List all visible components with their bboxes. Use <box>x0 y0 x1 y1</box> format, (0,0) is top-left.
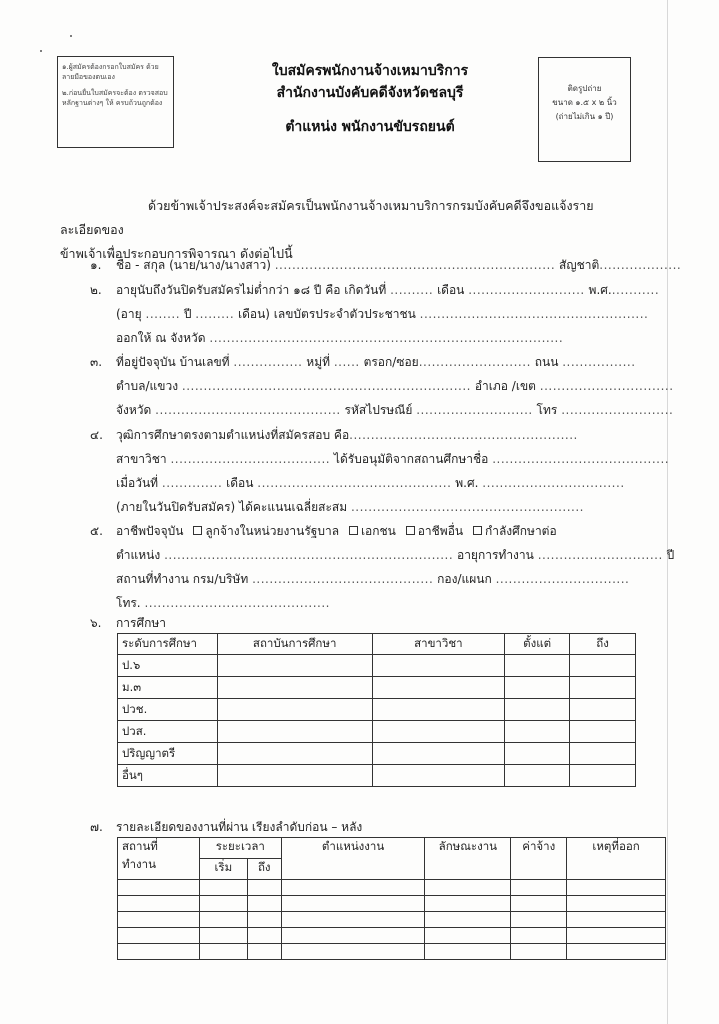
age-years-label: ปี <box>183 307 192 321</box>
photo-box <box>538 57 631 162</box>
table-row <box>118 896 666 912</box>
table-cell[interactable] <box>505 699 570 721</box>
table-cell[interactable] <box>567 912 666 928</box>
table-cell[interactable] <box>281 928 425 944</box>
item-number: ๕. <box>90 524 103 538</box>
education-level: อื่นๆ <box>118 765 218 787</box>
table-cell[interactable] <box>199 880 247 896</box>
education-level: ป.๖ <box>118 655 218 677</box>
graduation-month-label: เดือน <box>226 476 254 490</box>
table-cell[interactable] <box>511 880 567 896</box>
age-label: (อายุ <box>116 307 142 321</box>
studying-checkbox[interactable] <box>473 526 482 535</box>
scan-speck <box>40 50 42 52</box>
table-cell[interactable] <box>570 721 636 743</box>
table-cell[interactable] <box>217 743 372 765</box>
table-cell[interactable] <box>281 896 425 912</box>
government-employee-label: ลูกจ้างในหน่วยงานรัฐบาล <box>205 524 340 538</box>
birth-day-field[interactable]: .......... <box>390 283 434 297</box>
instruction-2: ๒.ก่อนยื่นใบสมัครจะต้อง ตรวจสอบหลักฐานต่างๆ ให้ ครบถ้วนถูกต้อง <box>62 89 168 107</box>
postal-code-field[interactable]: ........................... <box>416 403 533 417</box>
qualification-label: วุฒิการศึกษาตรงตามตำแหน่งที่สมัครสอบ คือ <box>116 428 350 442</box>
form-header <box>200 60 540 138</box>
table-cell[interactable] <box>217 677 372 699</box>
major-header: สาขาวิชา <box>372 634 505 655</box>
item-4-gpa-row <box>116 498 636 516</box>
private-sector-checkbox[interactable] <box>349 526 358 535</box>
item-4-date-row <box>116 474 636 492</box>
table-row <box>118 699 636 721</box>
table-row <box>118 655 636 677</box>
occupation-label: อาชีพปัจจุบัน <box>116 524 184 538</box>
table-row <box>118 677 636 699</box>
birth-month-field[interactable]: ........................... <box>468 283 585 297</box>
table-cell[interactable] <box>118 912 200 928</box>
photo-age-note: (ถ่ายไม่เกิน ๑ ปี) <box>555 112 614 121</box>
soi-field[interactable]: .......................... <box>418 355 531 369</box>
gpa-label: (ภายในวันปิดรับสมัคร) ได้คะแนนเฉลี่ยสะสม <box>116 500 348 514</box>
table-cell[interactable] <box>567 928 666 944</box>
item-5-phone-row <box>116 594 636 612</box>
graduation-day-field[interactable]: .............. <box>161 476 223 490</box>
other-occupation-label: อาชีพอื่น <box>417 524 464 538</box>
intro-line-1: ด้วยข้าพเจ้าประสงค์จะสมัครเป็นพนักงานจ้างเหมาบริการกรมบังคับคดีจึงขอแจ้งรายละเอียดของ <box>60 198 594 237</box>
item-3-province-row <box>116 401 674 419</box>
education-header-row <box>118 634 636 655</box>
major-label: สาขาวิชา <box>116 452 167 466</box>
table-cell[interactable] <box>247 896 281 912</box>
table-cell[interactable] <box>281 880 425 896</box>
workplace-label: สถานที่ทำงาน กรม/บริษัท <box>116 572 249 586</box>
education-section-title: การศึกษา <box>116 616 166 630</box>
education-level: ปวส. <box>118 721 218 743</box>
table-cell[interactable] <box>425 896 511 912</box>
amphoe-label: อำเภอ /เขต <box>474 379 536 393</box>
work-header-row <box>118 838 666 859</box>
graduation-month-field[interactable]: ............................................. <box>257 476 452 490</box>
table-cell[interactable] <box>217 721 372 743</box>
work-phone-label: โทร. <box>116 596 141 610</box>
road-field[interactable]: ................. <box>562 355 636 369</box>
table-cell[interactable] <box>372 765 505 787</box>
item-number: ๖. <box>90 616 102 630</box>
age-years-field[interactable]: ........ <box>145 307 181 321</box>
table-cell[interactable] <box>570 699 636 721</box>
table-row <box>118 944 666 960</box>
birth-year-label: พ.ศ. <box>588 283 612 297</box>
table-cell[interactable] <box>425 912 511 928</box>
table-cell[interactable] <box>511 928 567 944</box>
division-label: กอง/แผนก <box>437 572 492 586</box>
phone-field[interactable]: .......................... <box>561 403 674 417</box>
table-cell[interactable] <box>570 765 636 787</box>
scan-speck <box>70 35 72 37</box>
graduation-year-field[interactable]: ................................. <box>482 476 625 490</box>
id-card-label: เดือน) เลขบัตรประจำตัวประชาชน <box>237 307 416 321</box>
table-cell[interactable] <box>281 944 425 960</box>
item-2-issued-row <box>116 329 636 347</box>
tenure-field[interactable]: ............................. <box>537 548 663 562</box>
tenure-years-label: ปี <box>666 548 675 562</box>
item-number: ๒. <box>90 283 102 297</box>
phone-label: โทร <box>536 403 558 417</box>
education-level: ปริญญาตรี <box>118 743 218 765</box>
table-cell[interactable] <box>199 896 247 912</box>
item-4-row <box>90 426 635 444</box>
leaving-reason-header: เหตุที่ออก <box>567 838 666 880</box>
table-cell[interactable] <box>217 655 372 677</box>
soi-label: ตรอก/ซอย <box>363 355 419 369</box>
job-position-header: ตำแหน่งงาน <box>281 838 425 880</box>
moo-field[interactable]: ...... <box>333 355 360 369</box>
table-cell[interactable] <box>425 880 511 896</box>
issued-province-label: ออกให้ ณ จังหวัด <box>116 331 206 345</box>
item-3-row <box>90 353 635 371</box>
name-label: ชื่อ - สกุล (นาย/นาง/นางสาว) <box>116 258 271 272</box>
position-title: ตำแหน่ง พนักงานขับรถยนต์ <box>285 119 455 135</box>
table-cell[interactable] <box>199 928 247 944</box>
table-cell[interactable] <box>247 912 281 928</box>
work-history-table <box>117 837 666 960</box>
item-6-row <box>90 614 635 632</box>
major-field[interactable]: ..................................... <box>170 452 331 466</box>
job-description-header: ลักษณะงาน <box>425 838 511 880</box>
item-number: ๔. <box>90 428 103 442</box>
other-occupation-checkbox[interactable] <box>406 526 415 535</box>
wage-header: ค่าจ้าง <box>511 838 567 880</box>
table-cell[interactable] <box>425 928 511 944</box>
table-cell[interactable] <box>505 743 570 765</box>
table-row <box>118 743 636 765</box>
tambon-field[interactable]: ................................................................... <box>181 379 471 393</box>
education-table <box>117 633 636 787</box>
item-number: ๓. <box>90 355 103 369</box>
province-field[interactable]: ........................................... <box>155 403 341 417</box>
work-history-title: รายละเอียดของงานที่ผ่าน เรียงลำดับก่อน – หลัง <box>116 820 363 834</box>
education-level: ปวช. <box>118 699 218 721</box>
table-cell[interactable] <box>570 655 636 677</box>
table-cell[interactable] <box>567 896 666 912</box>
instructions-box <box>57 56 174 148</box>
table-cell[interactable] <box>511 896 567 912</box>
postal-code-label: รหัสไปรษณีย์ <box>344 403 413 417</box>
workplace-field[interactable]: .......................................... <box>252 572 434 586</box>
item-2-row <box>90 281 660 299</box>
job-position-label: ตำแหน่ง <box>116 548 161 562</box>
studying-label: กำลังศึกษาต่อ <box>484 524 557 538</box>
tenure-label: อายุการทำงาน <box>456 548 534 562</box>
table-row <box>118 880 666 896</box>
birthdate-label: อายุนับถึงวันปิดรับสมัครไม่ต่ำกว่า ๑๘ ปี คือ เกิดวันที่ <box>116 283 387 297</box>
birth-month-label: เดือน <box>437 283 465 297</box>
division-field[interactable]: ............................... <box>495 572 630 586</box>
table-cell[interactable] <box>199 944 247 960</box>
table-cell[interactable] <box>372 743 505 765</box>
table-cell[interactable] <box>570 677 636 699</box>
workplace-header: สถานที่ ทำงาน <box>118 838 200 880</box>
age-months-field[interactable]: ......... <box>195 307 235 321</box>
work-phone-field[interactable]: ........................................... <box>144 596 330 610</box>
table-cell[interactable] <box>425 944 511 960</box>
table-cell[interactable] <box>505 765 570 787</box>
institution-field[interactable]: ......................................... <box>492 452 670 466</box>
table-cell[interactable] <box>118 928 200 944</box>
tambon-label: ตำบล/แขวง <box>116 379 179 393</box>
issued-province-field[interactable]: .................................................................................. <box>209 331 564 345</box>
table-cell[interactable] <box>217 765 372 787</box>
table-row <box>118 765 636 787</box>
end-subheader: ถึง <box>247 859 281 880</box>
house-number-label: ที่อยู่ปัจจุบัน บ้านเลขที่ <box>116 355 230 369</box>
table-cell[interactable] <box>372 677 505 699</box>
table-cell[interactable] <box>372 699 505 721</box>
intro-line-2: ข้าพเจ้าเพื่อประกอบการพิจารณา ดังต่อไปนี้ <box>60 246 293 261</box>
instruction-1: ๑.ผู้สมัครต้องกรอกใบสมัคร ด้วยลายมือของตนเอง <box>62 63 159 81</box>
table-cell[interactable] <box>118 880 200 896</box>
duration-header: ระยะเวลา <box>199 838 281 859</box>
institution-label: ได้รับอนุมัติจากสถานศึกษาชื่อ <box>333 452 489 466</box>
government-employee-checkbox[interactable] <box>193 526 202 535</box>
table-cell[interactable] <box>570 743 636 765</box>
nationality-field[interactable]: ................... <box>599 258 682 272</box>
moo-label: หมู่ที่ <box>306 355 331 369</box>
item-3-area-row <box>116 377 674 395</box>
from-header: ตั้งแต่ <box>505 634 570 655</box>
photo-size: ขนาด ๑.๕ x ๒ นิ้ว <box>552 98 617 107</box>
private-sector-label: เอกชน <box>360 524 396 538</box>
item-5-position-row <box>116 546 675 564</box>
graduation-date-label: เมื่อวันที่ <box>116 476 159 490</box>
road-label: ถนน <box>534 355 559 369</box>
table-cell[interactable] <box>247 880 281 896</box>
item-5-row <box>90 522 635 540</box>
photo-label: ติดรูปถ่าย <box>567 84 602 93</box>
name-field[interactable]: ................................................................. <box>274 258 556 272</box>
amphoe-field[interactable]: ............................... <box>539 379 674 393</box>
job-position-field[interactable]: ................................................................... <box>164 548 454 562</box>
graduation-year-label: พ.ศ. <box>455 476 479 490</box>
page-edge-shadow <box>667 0 668 1024</box>
province-label: จังหวัด <box>116 403 152 417</box>
item-4-major-row <box>116 450 670 468</box>
table-cell[interactable] <box>281 912 425 928</box>
form-title: ใบสมัครพนักงานจ้างเหมาบริการ <box>271 63 469 79</box>
table-cell[interactable] <box>372 721 505 743</box>
table-cell[interactable] <box>199 912 247 928</box>
institution-header: สถาบันการศึกษา <box>217 634 372 655</box>
table-row <box>118 928 666 944</box>
office-name: สำนักงานบังคับคดีจังหวัดชลบุรี <box>276 85 464 101</box>
item-number: ๗. <box>90 820 103 834</box>
item-number: ๑. <box>90 258 102 272</box>
gpa-field[interactable]: ...................................................... <box>350 500 584 514</box>
table-cell[interactable] <box>118 944 200 960</box>
item-7-row <box>90 818 635 836</box>
id-card-field[interactable]: ..................................................... <box>419 307 649 321</box>
table-cell[interactable] <box>247 944 281 960</box>
to-header: ถึง <box>570 634 636 655</box>
table-cell[interactable] <box>567 880 666 896</box>
item-1-row <box>90 256 682 274</box>
item-5-workplace-row <box>116 570 636 588</box>
table-cell[interactable] <box>505 655 570 677</box>
table-cell[interactable] <box>247 928 281 944</box>
table-cell[interactable] <box>118 896 200 912</box>
start-subheader: เริ่ม <box>199 859 247 880</box>
item-2-age-row <box>116 305 649 323</box>
table-cell[interactable] <box>511 944 567 960</box>
table-cell[interactable] <box>511 912 567 928</box>
table-cell[interactable] <box>505 721 570 743</box>
birth-year-field[interactable]: ........... <box>611 283 660 297</box>
table-cell[interactable] <box>505 677 570 699</box>
table-row <box>118 912 666 928</box>
table-cell[interactable] <box>217 699 372 721</box>
qualification-field[interactable]: ..................................................... <box>349 428 578 442</box>
education-level: ม.๓ <box>118 677 218 699</box>
table-row <box>118 721 636 743</box>
nationality-label: สัญชาติ <box>559 258 600 272</box>
education-level-header: ระดับการศึกษา <box>118 634 218 655</box>
house-number-field[interactable]: ................ <box>233 355 303 369</box>
table-cell[interactable] <box>567 944 666 960</box>
table-cell[interactable] <box>372 655 505 677</box>
